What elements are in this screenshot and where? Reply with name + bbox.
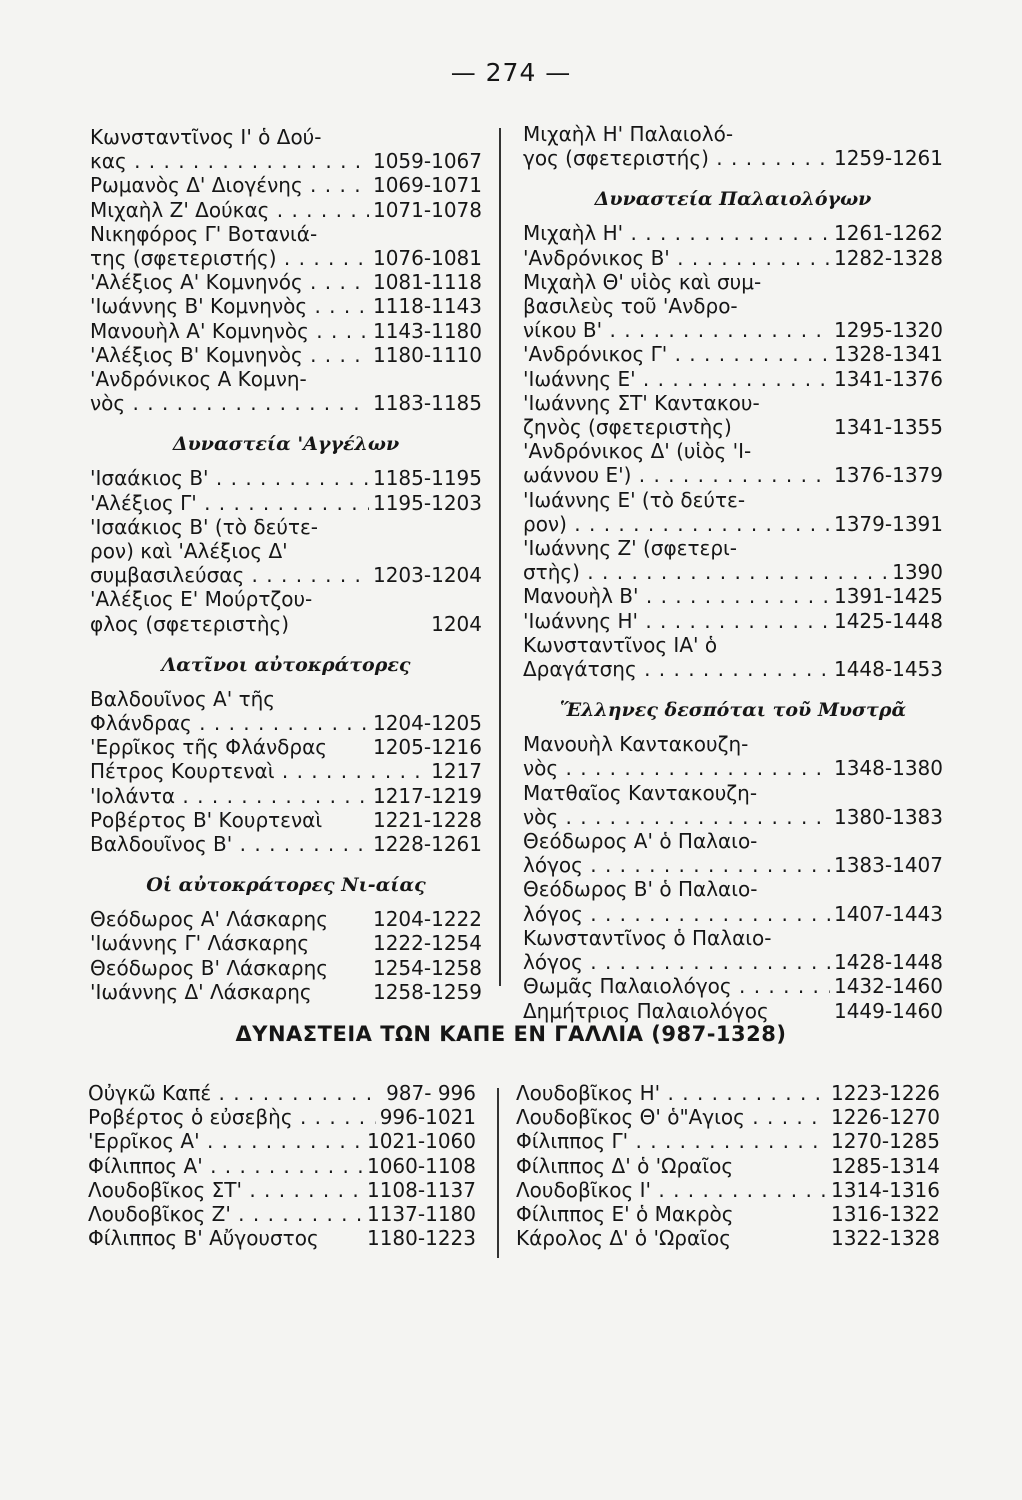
ruler-name: Κάρολος Δ' ὁ 'Ωραῖος — [516, 1226, 731, 1251]
reign-dates: 1407-1443 — [833, 901, 943, 926]
reign-dates: 1322-1328 — [830, 1226, 940, 1251]
reign-dates: 1254-1258 — [372, 955, 482, 980]
ruler-name: λόγος . . . — [523, 950, 830, 974]
column-divider-top — [499, 128, 501, 986]
ruler-entry — [523, 488, 943, 512]
reign-dates: 1376-1379 — [833, 463, 943, 488]
left-column — [90, 125, 482, 1004]
ruler-entry — [523, 999, 943, 1023]
ruler-entry — [88, 1178, 476, 1202]
ruler-name: Μιχαὴλ Η' Παλαιολό- — [523, 122, 734, 146]
reign-dates: 1143-1180 — [372, 318, 482, 343]
ruler-name: Δημήτριος Παλαιολόγος — [523, 998, 769, 1023]
ruler-name: 'Ιολάντα . . . — [90, 784, 369, 808]
reign-dates: 1380-1383 — [833, 804, 943, 829]
ruler-entry — [88, 1081, 476, 1105]
ruler-name: νὸς . . . — [523, 805, 830, 829]
reign-dates: 1217-1219 — [372, 783, 482, 808]
ruler-entry — [523, 756, 943, 780]
ruler-entry — [523, 584, 943, 608]
reign-dates: 1223-1226 — [830, 1081, 940, 1105]
ruler-name: 'Αλέξιος Ε' Μούρτζου- — [90, 587, 313, 612]
reign-dates: 1221-1228 — [372, 807, 482, 832]
ruler-entry — [88, 1226, 476, 1250]
ruler-entry — [523, 732, 943, 756]
reign-dates: 1069-1071 — [372, 173, 482, 198]
ruler-name: Φλάνδρας . . . — [90, 711, 369, 735]
ruler-name: Βαλδουῖνος Α' τῆς — [90, 686, 276, 711]
ruler-name: ρον) καὶ 'Αλέξιος Δ' — [90, 539, 288, 564]
ruler-entry — [523, 367, 943, 391]
ruler-name: Βαλδουῖνος Β' . . . — [90, 832, 369, 856]
ruler-name: Λουδοβῖκος Η' . . . — [516, 1081, 827, 1105]
reign-dates: 996-1021 — [379, 1105, 476, 1130]
ruler-entry — [516, 1081, 940, 1105]
section-heading: Δυναστεία 'Αγγέλων — [172, 433, 400, 456]
ruler-entry — [523, 270, 943, 294]
reign-dates: 1076-1081 — [372, 246, 482, 271]
ruler-entry — [523, 781, 943, 805]
ruler-entry — [90, 491, 482, 515]
reign-dates: 1228-1261 — [372, 832, 482, 857]
ruler-entry — [88, 1202, 476, 1226]
ruler-name: συμβασιλεύσας . . . — [90, 563, 369, 587]
ruler-entry — [90, 198, 482, 222]
ruler-name: 'Ιωάννης Δ' Λάσκαρης — [90, 979, 312, 1004]
reign-dates: 1081-1118 — [372, 270, 482, 295]
ruler-entry — [90, 270, 482, 294]
ruler-name: Φίλιππος Β' Αὔγουστος — [88, 1226, 319, 1251]
ruler-entry — [90, 173, 482, 197]
reign-dates: 1428-1448 — [833, 950, 943, 975]
ruler-entry — [523, 122, 943, 146]
ruler-entry — [88, 1154, 476, 1178]
reign-dates: 1183-1185 — [372, 391, 482, 416]
section-heading: Λατῖνοι αὐτοκράτορες — [161, 653, 411, 676]
ruler-name: 'Ανδρόνικος Α Κομνη- — [90, 367, 307, 392]
ruler-entry — [523, 463, 943, 487]
ruler-name: κας . . . — [90, 149, 369, 173]
ruler-entry — [90, 956, 482, 980]
ruler-name: 'Ισαάκιος Β' . . . — [90, 466, 369, 490]
reign-dates: 1348-1380 — [833, 756, 943, 781]
ruler-entry — [523, 439, 943, 463]
ruler-entry — [90, 367, 482, 391]
reign-dates: 1383-1407 — [833, 853, 943, 878]
ruler-name: Μανουὴλ Α' Κομνηνὸς . . . — [90, 319, 369, 343]
ruler-entry — [90, 246, 482, 270]
reign-dates: 1137-1180 — [366, 1202, 476, 1227]
ruler-entry — [523, 560, 943, 584]
reign-dates: 1195-1203 — [372, 490, 482, 515]
ruler-name: Θεόδωρος Α' ὁ Παλαιο- — [523, 829, 758, 854]
bottom-left-column — [88, 1081, 476, 1250]
ruler-name: 'Ιωάννης Η' . . . — [523, 609, 830, 633]
ruler-name: βασιλεὺς τοῦ 'Ανδρο- — [523, 294, 738, 319]
ruler-entry — [90, 808, 482, 832]
ruler-name: Θεόδωρος Β' ὁ Παλαιο- — [523, 877, 758, 902]
reign-dates: 1108-1137 — [366, 1177, 476, 1202]
ruler-name: Φίλιππος Γ' . . . — [516, 1129, 827, 1153]
column-divider-bottom — [497, 1088, 499, 1258]
ruler-entry — [523, 342, 943, 366]
ruler-entry — [90, 907, 482, 931]
ruler-entry — [523, 246, 943, 270]
ruler-name: νὸς . . . — [90, 391, 369, 415]
page-number: — 274 — — [450, 58, 572, 87]
reign-dates: 1217 — [431, 759, 482, 784]
ruler-name: 'Ιωάννης ΣΤ' Καντακου- — [523, 390, 760, 415]
ruler-name: Θεόδωρος Α' Λάσκαρης — [90, 907, 328, 932]
ruler-entry — [90, 222, 482, 246]
ruler-name: 'Ανδρόνικος Γ' . . . — [523, 342, 830, 366]
ruler-entry — [90, 539, 482, 563]
reign-dates: 1180-1110 — [372, 342, 482, 367]
ruler-entry — [90, 466, 482, 490]
ruler-name: νὸς . . . — [523, 756, 830, 780]
ruler-name: Ματθαῖος Καντακουζη- — [523, 780, 758, 805]
reign-dates: 1071-1078 — [372, 197, 482, 222]
ruler-entry — [90, 294, 482, 318]
ruler-name: 'Ιωάννης Ζ' (σφετερι- — [523, 536, 738, 561]
ruler-name: της (σφετεριστής) . . . — [90, 246, 369, 270]
ruler-name: λόγος . . . — [523, 853, 830, 877]
ruler-name: ζηνὸς (σφετεριστὴς) — [523, 415, 732, 440]
ruler-name: 'Ιωάννης Β' Κομνηνὸς . . . — [90, 294, 369, 318]
reign-dates: 1259-1261 — [833, 146, 943, 171]
ruler-entry — [90, 515, 482, 539]
ruler-entry — [523, 950, 943, 974]
ruler-name: Ρωμανὸς Δ' Διογένης . . . — [90, 173, 369, 197]
ruler-entry — [88, 1129, 476, 1153]
ruler-name: Θωμᾶς Παλαιολόγος . . . — [523, 974, 830, 998]
ruler-entry — [90, 125, 482, 149]
ruler-name: λόγος . . . — [523, 902, 830, 926]
section-heading: Δυναστεία Παλαιολόγων — [594, 188, 872, 211]
ruler-name: Νικηφόρος Γ' Βοτανιά- — [90, 221, 318, 246]
ruler-entry — [523, 902, 943, 926]
ruler-name: 'Αλέξιος Β' Κομνηνὸς . . . — [90, 343, 369, 367]
ruler-entry — [523, 415, 943, 439]
ruler-name: Δραγάτσης . . . — [523, 657, 830, 681]
reign-dates: 1282-1328 — [833, 245, 943, 270]
ruler-name: Ροβέρτος ὁ εὐσεβὴς . . . — [88, 1105, 376, 1129]
ruler-entry — [523, 829, 943, 853]
ruler-entry — [90, 759, 482, 783]
ruler-name: Οὐγκῶ Καπέ . . . — [88, 1081, 382, 1105]
ruler-entry — [523, 974, 943, 998]
reign-dates: 1432-1460 — [833, 974, 943, 999]
ruler-entry — [90, 149, 482, 173]
ruler-entry — [523, 536, 943, 560]
reign-dates: 1295-1320 — [833, 318, 943, 343]
ruler-entry — [523, 146, 943, 170]
ruler-name: Κωνσταντῖνος ΙΑ' ὁ — [523, 632, 718, 657]
ruler-entry — [523, 318, 943, 342]
ruler-entry — [90, 931, 482, 955]
reign-dates: 1118-1143 — [372, 294, 482, 319]
ruler-entry — [90, 391, 482, 415]
section-heading: Ἕλληνες δεσπόται τοῦ Μυστρᾶ — [559, 699, 907, 722]
ruler-entry — [90, 711, 482, 735]
ruler-name: 'Ανδρόνικος Δ' (υἱὸς 'Ι- — [523, 439, 752, 464]
ruler-name: φλος (σφετεριστὴς) — [90, 611, 290, 636]
ruler-name: Ροβέρτος Β' Κουρτεναὶ — [90, 807, 323, 832]
reign-dates: 1258-1259 — [372, 979, 482, 1004]
ruler-entry — [523, 633, 943, 657]
ruler-name: Κωνσταντῖνος ὁ Παλαιο- — [523, 925, 772, 950]
reign-dates: 1270-1285 — [830, 1129, 940, 1154]
ruler-name: 'Ερρῖκος Α' . . . — [88, 1129, 363, 1153]
ruler-name: Μιχαὴλ Ζ' Δούκας . . . — [90, 198, 369, 222]
ruler-name: 'Ερρῖκος τῆς Φλάνδρας — [90, 735, 328, 760]
reign-dates: 1222-1254 — [372, 931, 482, 956]
ruler-entry — [90, 832, 482, 856]
reign-dates: 1449-1460 — [833, 998, 943, 1023]
ruler-name: Φίλιππος Δ' ὁ 'Ωραῖος — [516, 1153, 734, 1178]
ruler-entry — [90, 980, 482, 1004]
ruler-entry — [516, 1202, 940, 1226]
ruler-name: 'Ιωάννης Ε' (τὸ δεύτε- — [523, 487, 746, 512]
reign-dates: 1205-1216 — [372, 735, 482, 760]
ruler-name: ρον) . . . — [523, 512, 830, 536]
reign-dates: 1060-1108 — [366, 1153, 476, 1178]
ruler-entry — [90, 612, 482, 636]
section-title: ΔΥΝΑΣΤΕΙΑ ΤΩΝ ΚΑΠΕ ΕΝ ΓΑΛΛΙΑ (987-1328) — [235, 1022, 787, 1046]
ruler-entry — [516, 1129, 940, 1153]
reign-dates: 987- 996 — [386, 1081, 476, 1105]
ruler-name: 'Ισαάκιος Β' (τὸ δεύτε- — [90, 514, 319, 539]
ruler-entry — [88, 1105, 476, 1129]
ruler-entry — [90, 735, 482, 759]
reign-dates: 1204-1222 — [372, 907, 482, 932]
ruler-name: Θεόδωρος Β' Λάσκαρης — [90, 955, 328, 980]
ruler-entry — [90, 784, 482, 808]
ruler-name: Λουδοβῖκος ΣΤ' . . . — [88, 1178, 363, 1202]
ruler-name: Λουδοβῖκος Ζ' . . . — [88, 1202, 363, 1226]
reign-dates: 1204-1205 — [372, 711, 482, 736]
ruler-name: ωάννου Ε') . . . — [523, 463, 830, 487]
reign-dates: 1203-1204 — [372, 563, 482, 588]
ruler-name: Λουδοβῖκος Θ' ὁ"Αγιος . . . — [516, 1105, 827, 1129]
ruler-entry — [523, 391, 943, 415]
ruler-entry — [523, 853, 943, 877]
ruler-name: 'Ιωάννης Ε' . . . — [523, 367, 830, 391]
ruler-entry — [90, 319, 482, 343]
reign-dates: 1285-1314 — [830, 1153, 940, 1178]
ruler-name: Κωνσταντῖνος Ι' ὁ Δού- — [90, 125, 322, 149]
reign-dates: 1425-1448 — [833, 608, 943, 633]
ruler-entry — [523, 294, 943, 318]
ruler-entry — [523, 805, 943, 829]
reign-dates: 1328-1341 — [833, 342, 943, 367]
ruler-entry — [516, 1154, 940, 1178]
ruler-entry — [90, 563, 482, 587]
ruler-entry — [523, 221, 943, 245]
ruler-entry — [523, 512, 943, 536]
ruler-entry — [516, 1105, 940, 1129]
ruler-name: Φίλιππος Ε' ὁ Μακρὸς — [516, 1202, 734, 1227]
ruler-name: Λουδοβῖκος Ι' . . . — [516, 1178, 827, 1202]
reign-dates: 1180-1223 — [366, 1226, 476, 1251]
ruler-name: 'Αλέξιος Α' Κομνηνός . . . — [90, 270, 369, 294]
ruler-name: νίκου Β' . . . — [523, 318, 830, 342]
ruler-entry — [516, 1226, 940, 1250]
ruler-name: Φίλιππος Α' . . . — [88, 1154, 363, 1178]
reign-dates: 1379-1391 — [833, 511, 943, 536]
reign-dates: 1226-1270 — [830, 1105, 940, 1130]
ruler-entry — [90, 687, 482, 711]
ruler-name: Μιχαὴλ Θ' υἱὸς καὶ συμ- — [523, 269, 762, 294]
ruler-name: Μιχαὴλ Η' . . . — [523, 221, 830, 245]
section-heading: Οἱ αὐτοκράτορες Νι-αίας — [146, 874, 426, 897]
reign-dates: 1316-1322 — [830, 1202, 940, 1227]
right-column — [523, 122, 943, 1023]
reign-dates: 1391-1425 — [833, 584, 943, 609]
reign-dates: 1314-1316 — [830, 1177, 940, 1202]
reign-dates: 1448-1453 — [833, 657, 943, 682]
ruler-name: Μανουὴλ Β' . . . — [523, 584, 830, 608]
ruler-entry — [90, 343, 482, 367]
reign-dates: 1185-1195 — [372, 466, 482, 491]
ruler-name: στὴς) . . . — [523, 560, 888, 584]
ruler-name: Μανουὴλ Καντακουζη- — [523, 732, 749, 757]
reign-dates: 1059-1067 — [372, 149, 482, 174]
ruler-name: γος (σφετεριστής) . . . — [523, 146, 830, 170]
ruler-name: 'Ανδρόνικος Β' . . . — [523, 246, 830, 270]
reign-dates: 1341-1376 — [833, 366, 943, 391]
reign-dates: 1204 — [431, 611, 482, 636]
ruler-name: 'Αλέξιος Γ' . . . — [90, 491, 369, 515]
ruler-entry — [523, 657, 943, 681]
reign-dates: 1261-1262 — [833, 221, 943, 246]
reign-dates: 1390 — [892, 560, 943, 585]
ruler-name: Πέτρος Κουρτεναὶ . . . — [90, 759, 427, 783]
ruler-entry — [523, 877, 943, 901]
reign-dates: 1341-1355 — [833, 415, 943, 440]
bottom-right-column — [516, 1081, 940, 1250]
ruler-entry — [516, 1178, 940, 1202]
ruler-name: 'Ιωάννης Γ' Λάσκαρης — [90, 931, 310, 956]
ruler-entry — [90, 587, 482, 611]
reign-dates: 1021-1060 — [366, 1129, 476, 1154]
ruler-entry — [523, 609, 943, 633]
ruler-entry — [523, 926, 943, 950]
